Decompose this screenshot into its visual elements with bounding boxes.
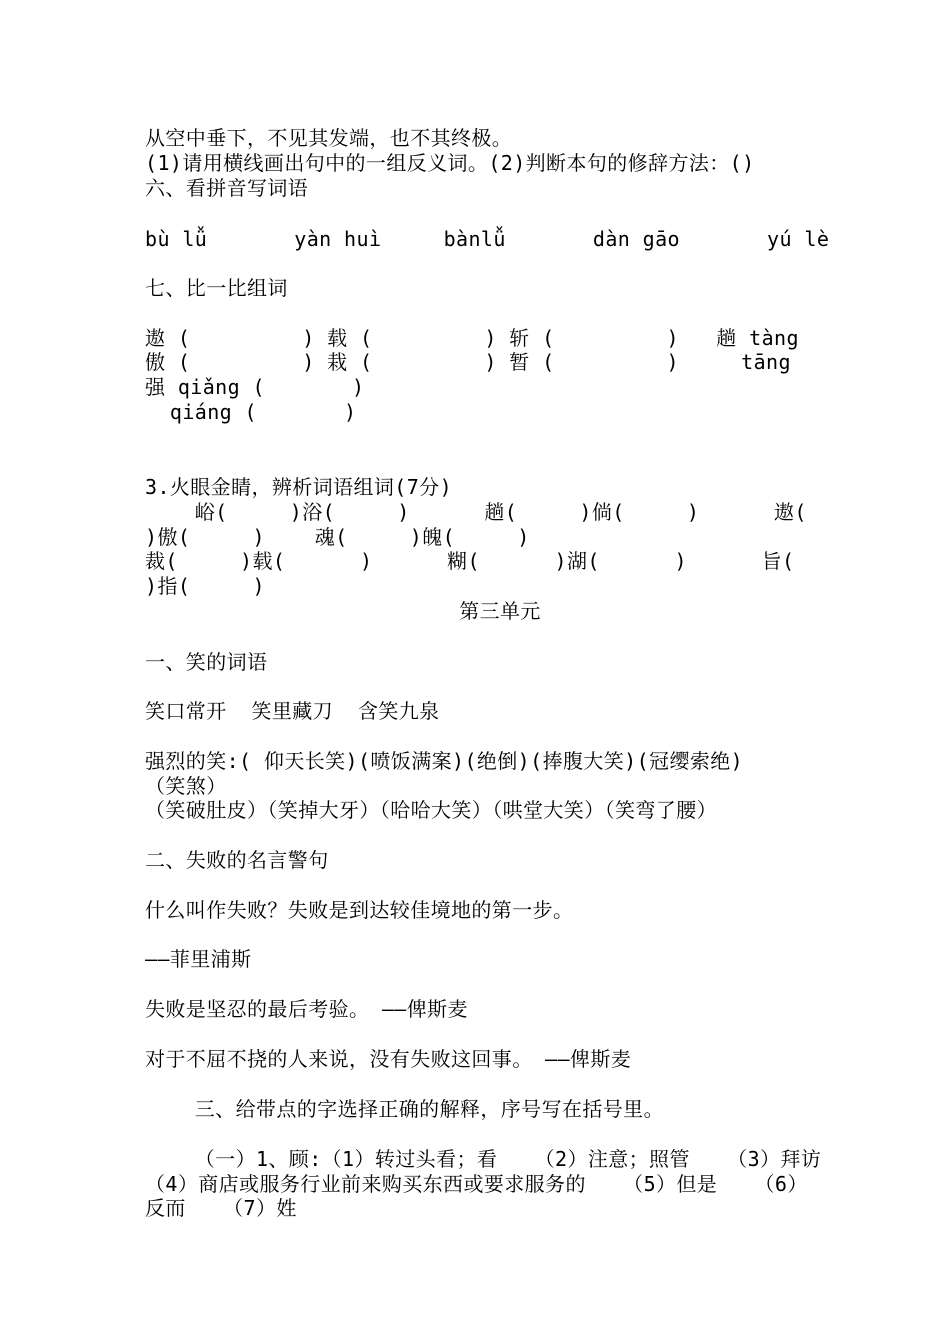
- section-heading-compare: 七、比一比组词: [145, 276, 288, 300]
- passage-line: 从空中垂下，不见其发端，也不其终极。: [145, 126, 513, 150]
- unit-title: 第三单元: [459, 599, 541, 623]
- laugh-words: （笑煞）: [145, 774, 227, 798]
- exercise-row: 峪( )浴( ) 趟( )倘( ) 遨(: [145, 500, 807, 524]
- quote: 对于不屈不挠的人来说，没有失败这回事。 ——俾斯麦: [145, 1047, 632, 1071]
- explain-row: （4）商店或服务行业前来购买东西或要求服务的 （5）但是 （6）: [145, 1172, 808, 1196]
- explain-row: 反而 （7）姓: [145, 1196, 297, 1220]
- pinyin-row: bù lǚ yàn huì bànlǚ dàn gāo yú lè: [145, 227, 830, 251]
- compare-row: 遨 ( ) 载 ( ) 斩 ( ) 趟 tàng: [145, 326, 799, 350]
- quote: 失败是坚忍的最后考验。 ——俾斯麦: [145, 997, 468, 1021]
- section-heading-laugh: 一、笑的词语: [145, 650, 268, 674]
- laugh-words: （笑破肚皮）（笑掉大牙）（哈哈大笑）（哄堂大笑）（笑弯了腰）: [145, 798, 717, 822]
- section-heading-pinyin: 六、看拼音写词语: [145, 176, 309, 200]
- question-text: (1)请用横线画出句中的一组反义词。(2)判断本句的修辞方法：(): [145, 151, 755, 175]
- compare-row: 傲 ( ) 栽 ( ) 暂 ( ) tāng: [145, 350, 791, 374]
- exercise-row: )指( ): [145, 574, 265, 598]
- quote: 什么叫作失败？失败是到达较佳境地的第一步。: [145, 898, 574, 922]
- exercise-row: 裁( )载( ) 糊( )湖( ) 旨(: [145, 549, 795, 573]
- exercise-row: )傲( ) 魂( )魄( ): [145, 525, 530, 549]
- explain-row: （一）1、顾:（1）转过头看；看 （2）注意；照管 （3）拜访: [145, 1147, 822, 1171]
- section-heading-failure: 二、失败的名言警句: [145, 848, 329, 872]
- laugh-words: 笑口常开 笑里藏刀 含笑九泉: [145, 699, 440, 723]
- section-heading-explain: 三、给带点的字选择正确的解释，序号写在括号里。: [145, 1097, 664, 1121]
- compare-row: qiáng ( ): [145, 400, 357, 424]
- exercise-heading: 3.火眼金睛，辨析词语组词(7分): [145, 475, 453, 499]
- quote-author: ——菲里浦斯: [145, 947, 252, 971]
- laugh-words: 强烈的笑:( 仰天长笑)(喷饭满案)(绝倒)(捧腹大笑)(冠缨索绝): [145, 749, 744, 773]
- compare-row: 强 qiǎng ( ): [145, 375, 365, 399]
